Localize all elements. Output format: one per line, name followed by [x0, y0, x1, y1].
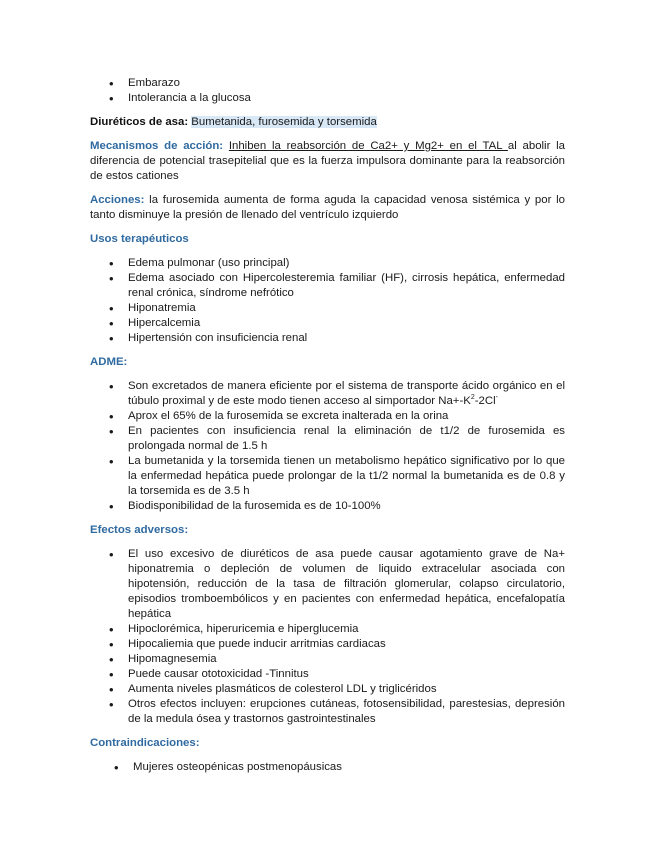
acciones-text: la furosemida aumenta de forma aguda la capacidad venosa sistémica y por lo tanto disminuye la presión de llenado del ventrículo izquierdo: [90, 194, 565, 221]
list-item: • Mujeres osteopénicas postmenopáusicas: [90, 760, 565, 775]
list-item: • El uso excesivo de diuréticos de asa puede causar agotamiento grave de Na+ hiponatremia o depleción de volumen de liquido extracelular asociada con hipotensión, reducción de la tasa de filtración glomerular, colapso circulatorio, episodios tromboembólicos y en pacientes con enfermedad hepática, encefalopatía hepática: [90, 547, 565, 622]
list-item: • Hiponatremia: [90, 301, 565, 316]
acciones-paragraph: [90, 193, 565, 223]
superscript: 2: [470, 394, 475, 402]
asa-title-line: [90, 115, 565, 130]
adme-item1-text: Son excretados de manera eficiente por el sistema de transporte ácido orgánico en el túbulo proximal y de este modo tienen acceso al simportador Na+-K: [128, 380, 565, 407]
list-item: • Aprox el 65% de la furosemida se excreta inalterada en la orina: [90, 409, 565, 424]
list-item: • Otros efectos incluyen: erupciones cutáneas, fotosensibilidad, parestesias, depresión de la medula ósea y trastornos gastrointestinales: [90, 697, 565, 727]
usos-heading: Usos terapéuticos: [90, 233, 189, 245]
mecanismo-underlined: Inhiben la reabsorción de Ca2+ y Mg2+ en el TAL: [228, 140, 508, 152]
list-item: [90, 379, 565, 409]
top-list: [90, 76, 565, 106]
list-item: • Puede causar ototoxicidad -Tinnitus: [90, 667, 565, 682]
list-item: • Embarazo: [90, 76, 565, 91]
mecanismo-paragraph: [90, 139, 565, 184]
contra-list: [90, 760, 565, 775]
asa-title: Diuréticos de asa:: [90, 116, 189, 128]
list-item: • Edema pulmonar (uso principal): [90, 256, 565, 271]
list-item: • Hipocaliemia que puede inducir arritmias cardiacas: [90, 637, 565, 652]
acciones-label: Acciones:: [90, 194, 145, 206]
list-item: • Hipercalcemia: [90, 316, 565, 331]
superscript: -: [495, 394, 498, 402]
document-content: [90, 76, 565, 775]
adme-heading: ADME:: [90, 356, 128, 368]
usos-list: [90, 256, 565, 346]
list-item: • En pacientes con insuficiencia renal la eliminación de t1/2 de furosemida es prolongada normal de 1.5 h: [90, 424, 565, 454]
efectos-list: [90, 547, 565, 727]
contra-heading: Contraindicaciones:: [90, 737, 200, 749]
list-item: • Intolerancia a la glucosa: [90, 91, 565, 106]
mecanismo-text: al abolir la diferencia de potencial trasepitelial que es la fuerza impulsora dominante para la reabsorción de estos cationes: [90, 140, 566, 182]
mecanismo-label: Mecanismos de acción:: [90, 140, 224, 152]
list-item: • Edema asociado con Hipercolesteremia familiar (HF), cirrosis hepática, enfermedad renal crónica, síndrome nefrótico: [90, 271, 565, 301]
list-item: • Biodisponibilidad de la furosemida es de 10-100%: [90, 499, 565, 514]
adme-item1-end: -2Cl: [474, 395, 496, 407]
list-item: • La bumetanida y la torsemida tienen un metabolismo hepático significativo por lo que la enfermedad hepática puede prolongar de la t1/2 normal la bumetanida es de 0.8 y la torsemida es de 3.5 h: [90, 454, 565, 499]
list-item: • Hipomagnesemia: [90, 652, 565, 667]
adme-list: [90, 379, 565, 514]
efectos-heading: Efectos adversos:: [90, 524, 189, 536]
asa-drugs-highlight: Bumetanida, furosemida y torsemida: [191, 116, 377, 128]
list-item: • Aumenta niveles plasmáticos de colesterol LDL y triglicéridos: [90, 682, 565, 697]
list-item: • Hipertensión con insuficiencia renal: [90, 331, 565, 346]
list-item: • Hipoclorémica, hiperuricemia e hiperglucemia: [90, 622, 565, 637]
